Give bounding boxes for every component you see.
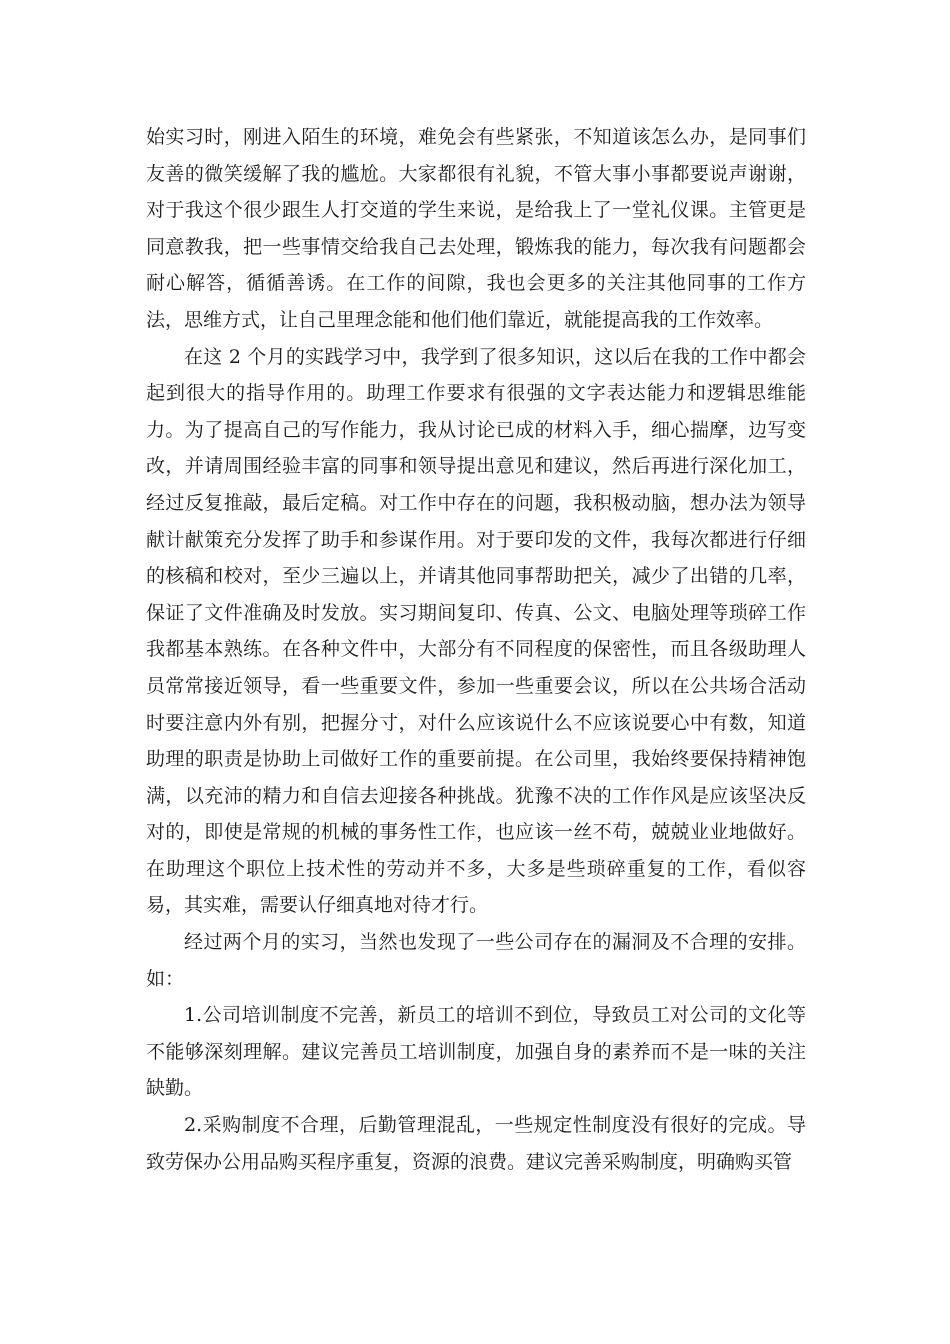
document-body [146, 119, 806, 1180]
paragraph-practice-learning: 在这 2 个月的实践学习中，我学到了很多知识，这以后在我的工作中都会起到很大的指导作用的。助理工作要求有很强的文字表达能力和逻辑思维能力。为了提高自己的写作能力，我从讨论已成的材料入手，细心揣摩，边写变改，并请周围经验丰富的同事和领导提出意见和建议，然后再进行深化加工，经过反复推敲，最后定稿。对工作中存在的问题，我积极动脑，想办法为领导献计献策充分发挥了助手和参谋作用。对于要印发的文件，我每次都进行仔细的核稿和校对，至少三遍以上，并请其他同事帮助把关，减少了出错的几率，保证了文件准确及时发放。实习期间复印、传真、公文、电脑处理等琐碎工作我都基本熟练。在各种文件中，大部分有不同程度的保密性，而且各级助理人员常常接近领导，看一些重要文件，参加一些重要会议，所以在公共场合活动时要注意内外有别，把握分寸，对什么应该说什么不应该说要心中有数，知道助理的职责是协助上司做好工作的重要前提。在公司里，我始终要保持精神饱满，以充沛的精力和自信去迎接各种挑战。犹豫不决的工作作风是应该坚决反对的，即使是常规的机械的事务性工作，也应该一丝不苟，兢兢业业地做好。在助理这个职位上技术性的劳动并不多，大多是些琐碎重复的工作，看似容易，其实难，需要认仔细真地对待才行。 [146, 345, 806, 917]
paragraph-internship-start: 始实习时，刚进入陌生的环境，难免会有些紧张，不知道该怎么办，是同事们友善的微笑缓解了我的尴尬。大家都很有礼貌，不管大事小事都要说声谢谢，对于我这个很少跟生人打交道的学生来说，是给我上了一堂礼仪课。主管更是同意教我，把一些事情交给我自己去处理，锻炼我的能力，每次我有问题都会耐心解答，循循善诱。在工作的间隙，我也会更多的关注其他同事的工作方法，思维方式，让自己里理念能和他们他们靠近，就能提高我的工作效率。 [146, 126, 806, 331]
paragraph-issues-intro: 经过两个月的实习，当然也发现了一些公司存在的漏洞及不合理的安排。如： [146, 931, 806, 990]
paragraph-issue-procurement: 2.采购制度不合理，后勤管理混乱，一些规定性制度没有很好的完成。导致劳保办公用品购买程序重复，资源的浪费。建议完善采购制度，明确购买管 [146, 1114, 806, 1173]
paragraph-issue-training: 1.公司培训制度不完善，新员工的培训不到位，导致员工对公司的文化等不能够深刻理解。建议完善员工培训制度，加强自身的素养而不是一味的关注缺勤。 [146, 1004, 806, 1100]
